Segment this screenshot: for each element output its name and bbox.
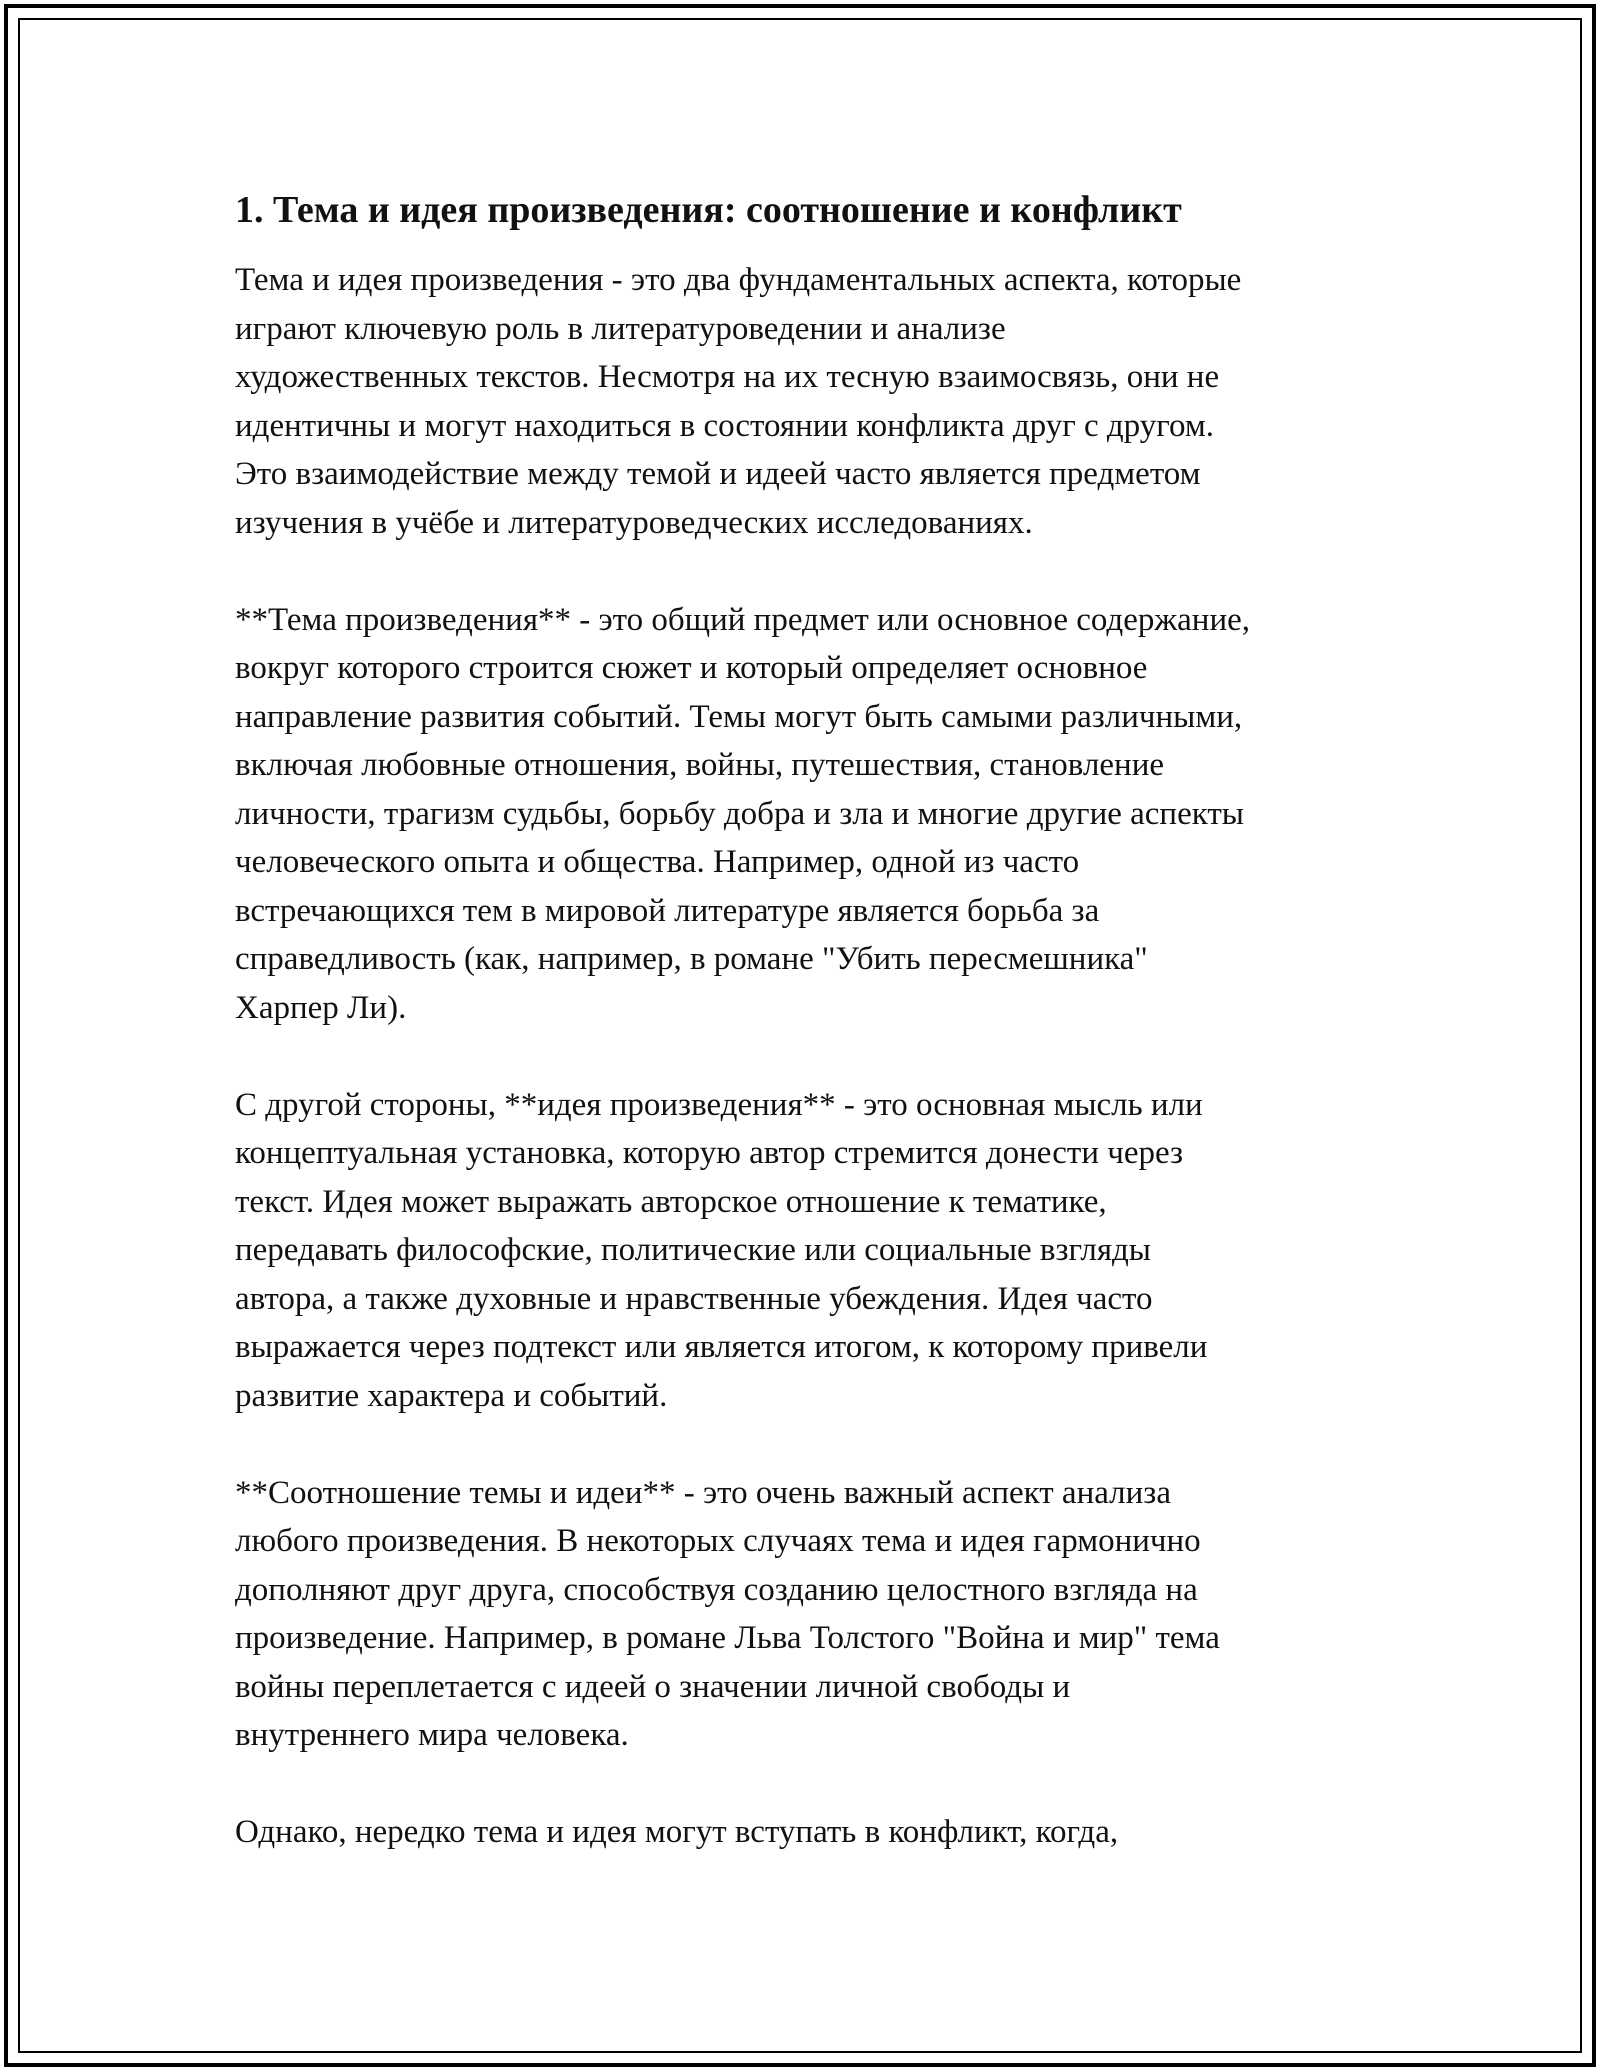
text-line: произведение. Например, в романе Льва Толстого "Война и мир" тема — [235, 1620, 1220, 1656]
text-line: любого произведения. В некоторых случаях тема и идея гармонично — [235, 1523, 1201, 1559]
text-line: направление развития событий. Темы могут быть самыми различными, — [235, 698, 1243, 735]
text-line: справедливость (как, например, в романе "Убить пересмешника" — [235, 941, 1148, 977]
text-line: выражается через подтекст или является итогом, к которому привели — [235, 1329, 1208, 1365]
text-line: дополняют друг друга, способствуя созданию целостного взгляда на — [235, 1571, 1198, 1608]
text-line: **Тема произведения** - это общий предмет или основное содержание, — [235, 601, 1251, 638]
text-line: С другой стороны, **идея произведения** - это основная мысль или — [235, 1086, 1203, 1123]
text-line: развитие характера и событий. — [235, 1377, 668, 1414]
text-line: играют ключевую роль в литературоведении и анализе — [235, 310, 1006, 347]
text-line: войны переплетается с идеей о значении личной свободы и — [235, 1668, 1071, 1705]
document-body — [235, 186, 1395, 1905]
text-line: личности, трагизм судьбы, борьбу добра и зла и многие другие аспекты — [235, 795, 1244, 832]
text-line: передавать философские, политические или социальные взгляды — [235, 1232, 1151, 1268]
text-line: **Соотношение темы и идеи** - это очень важный аспект анализа — [235, 1474, 1171, 1511]
text-line: автора, а также духовные и нравственные убеждения. Идея часто — [235, 1280, 1153, 1317]
text-line: встречающихся тем в мировой литературе является борьба за — [235, 892, 1100, 929]
text-line: художественных текстов. Несмотря на их тесную взаимосвязь, они не — [235, 359, 1220, 395]
text-line: включая любовные отношения, войны, путешествия, становление — [235, 747, 1165, 783]
text-line: Это взаимодействие между темой и идеей часто является предметом — [235, 456, 1201, 492]
text-line: Тема и идея произведения - это два фундаментальных аспекта, которые — [235, 262, 1242, 298]
paragraph-relation — [235, 1469, 1395, 1760]
text-line: Однако, нередко тема и идея могут вступать в конфликт, когда, — [235, 1814, 1119, 1850]
text-line: человеческого опыта и общества. Например, одной из часто — [235, 844, 1080, 880]
paragraph-conflict — [235, 1808, 1395, 1857]
text-line: концептуальная установка, которую автор стремится донести через — [235, 1135, 1184, 1171]
text-line: Харпер Ли). — [235, 989, 407, 1026]
text-line: текст. Идея может выражать авторское отношение к тематике, — [235, 1183, 1107, 1220]
paragraph-intro — [235, 256, 1395, 547]
paragraph-idea — [235, 1081, 1395, 1421]
text-line: внутреннего мира человека. — [235, 1717, 629, 1753]
paragraph-theme — [235, 596, 1395, 1033]
text-line: изучения в учёбе и литературоведческих исследованиях. — [235, 504, 1033, 541]
text-line: вокруг которого строится сюжет и который определяет основное — [235, 650, 1148, 686]
text-line: идентичны и могут находиться в состоянии конфликта друг с другом. — [235, 407, 1214, 444]
section-heading: 1. Тема и идея произведения: соотношение и конфликт — [235, 189, 1182, 231]
